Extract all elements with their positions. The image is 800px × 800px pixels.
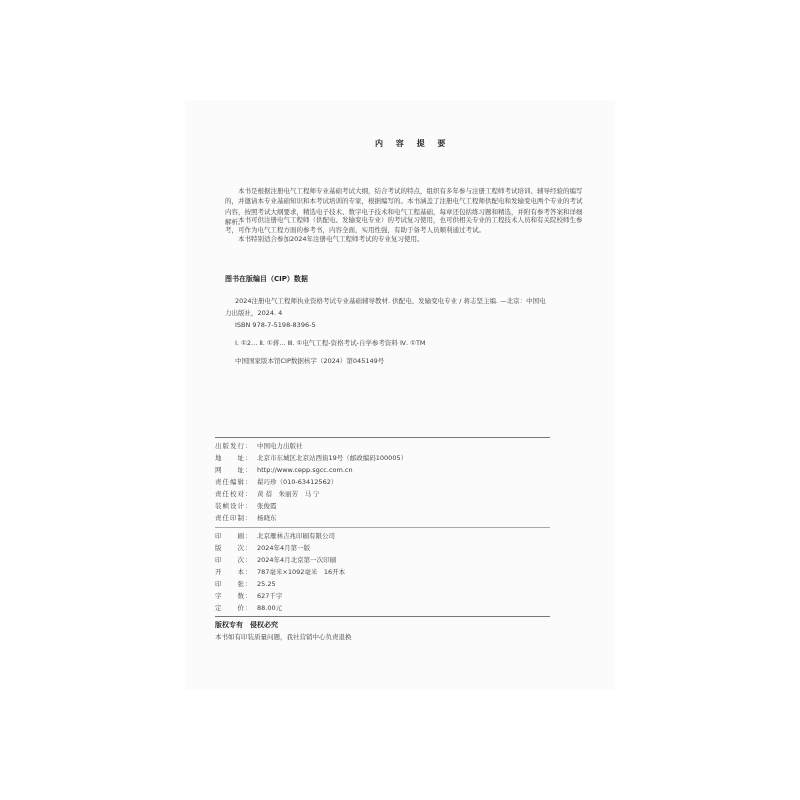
publisher-row-designer: 装帧设计： 张俊霞 [215, 502, 277, 510]
printing-row-printer: 印 刷： 北京雁林吉兆印刷有限公司 [215, 532, 335, 540]
publisher-row-proofreader: 责任校对： 黄 蓓 朱丽芳 马 宁 [215, 490, 320, 498]
printing-row-word-count: 字 数： 627千字 [215, 592, 283, 600]
publisher-row-production: 责任印制： 杨晓东 [215, 514, 277, 522]
printing-row-impression: 印 次： 2024年4月北京第一次印刷 [215, 556, 337, 564]
cip-line-1: 2024注册电气工程师执业资格考试专业基础辅导教材. 供配电、发输变电专业 / 蒋志坚主编. —北京：中国电 [235, 297, 546, 305]
copyright-top-rule [215, 616, 550, 617]
publisher-row-publisher: 出版发行： 中国电力出版社 [215, 442, 303, 450]
printing-row-sheets: 印 张： 25.25 [215, 580, 276, 588]
cip-classification: Ⅰ. ①2… Ⅱ. ①蒋… Ⅲ. ①电气工程-资格考试-自学参考资料 Ⅳ. ①TM [235, 339, 426, 347]
copyright-title: 版权专有 侵权必究 [215, 621, 278, 629]
printing-row-edition: 版 次： 2024年4月第一版 [215, 544, 311, 552]
book-copyright-page [185, 100, 615, 690]
printing-top-rule [215, 527, 550, 528]
publisher-row-website: 网 址： http://www.cepp.sgcc.com.cn [215, 466, 353, 474]
summary-paragraph-1: 本书是根据注册电气工程师专业基础考试大纲，结合考试的特点，组织有多年参与注册工程师考试培训、辅导经验的编写的，并邀请本专业基础知识和本考试培训的专家，根据编写的。本书涵盖了注册电气工程师供配电和发输变电两个专业的考试内容，按照考试大纲要求，精选电子技术、数字电子技术和电气工程基础，每章还包括练习题和精选，并附有参考答案和详细解析。 [225, 187, 583, 227]
cip-record-number: 中国国家版本馆CIP数据核字（2024）第045149号 [235, 357, 385, 365]
cip-title: 图书在版编目（CIP）数据 [225, 275, 308, 283]
printing-row-price: 定 价： 88.00元 [215, 604, 283, 612]
publisher-row-address: 地 址： 北京市东城区北京站西街19号（邮政编码100005） [215, 454, 408, 462]
printing-row-format: 开 本： 787毫米×1092毫米 16开本 [215, 568, 346, 576]
summary-paragraph-2: 本书可供注册电气工程师（供配电、发输变电专业）的考试复习使用，也可供相关专业的工程技术人员和有关院校师生参考，可作为电气工程方面的参考书，内容全面，实用性强，有助于备考人员顺利通过考试。 [225, 216, 583, 235]
summary-heading: 内 容 提 要 [375, 139, 451, 148]
copyright-note: 本书如有印装质量问题，我社营销中心负责退换 [215, 633, 352, 641]
cip-line-2: 力出版社，2024. 4 [225, 309, 283, 317]
publisher-top-rule [215, 437, 550, 438]
publisher-row-editor: 责任编辑： 翟巧珍（010-63412562） [215, 478, 338, 486]
summary-paragraph-3: 本书特别适合参加2024年注册电气工程师考试的专业复习使用。 [238, 235, 424, 243]
cip-isbn: ISBN 978-7-5198-8396-5 [235, 321, 316, 329]
